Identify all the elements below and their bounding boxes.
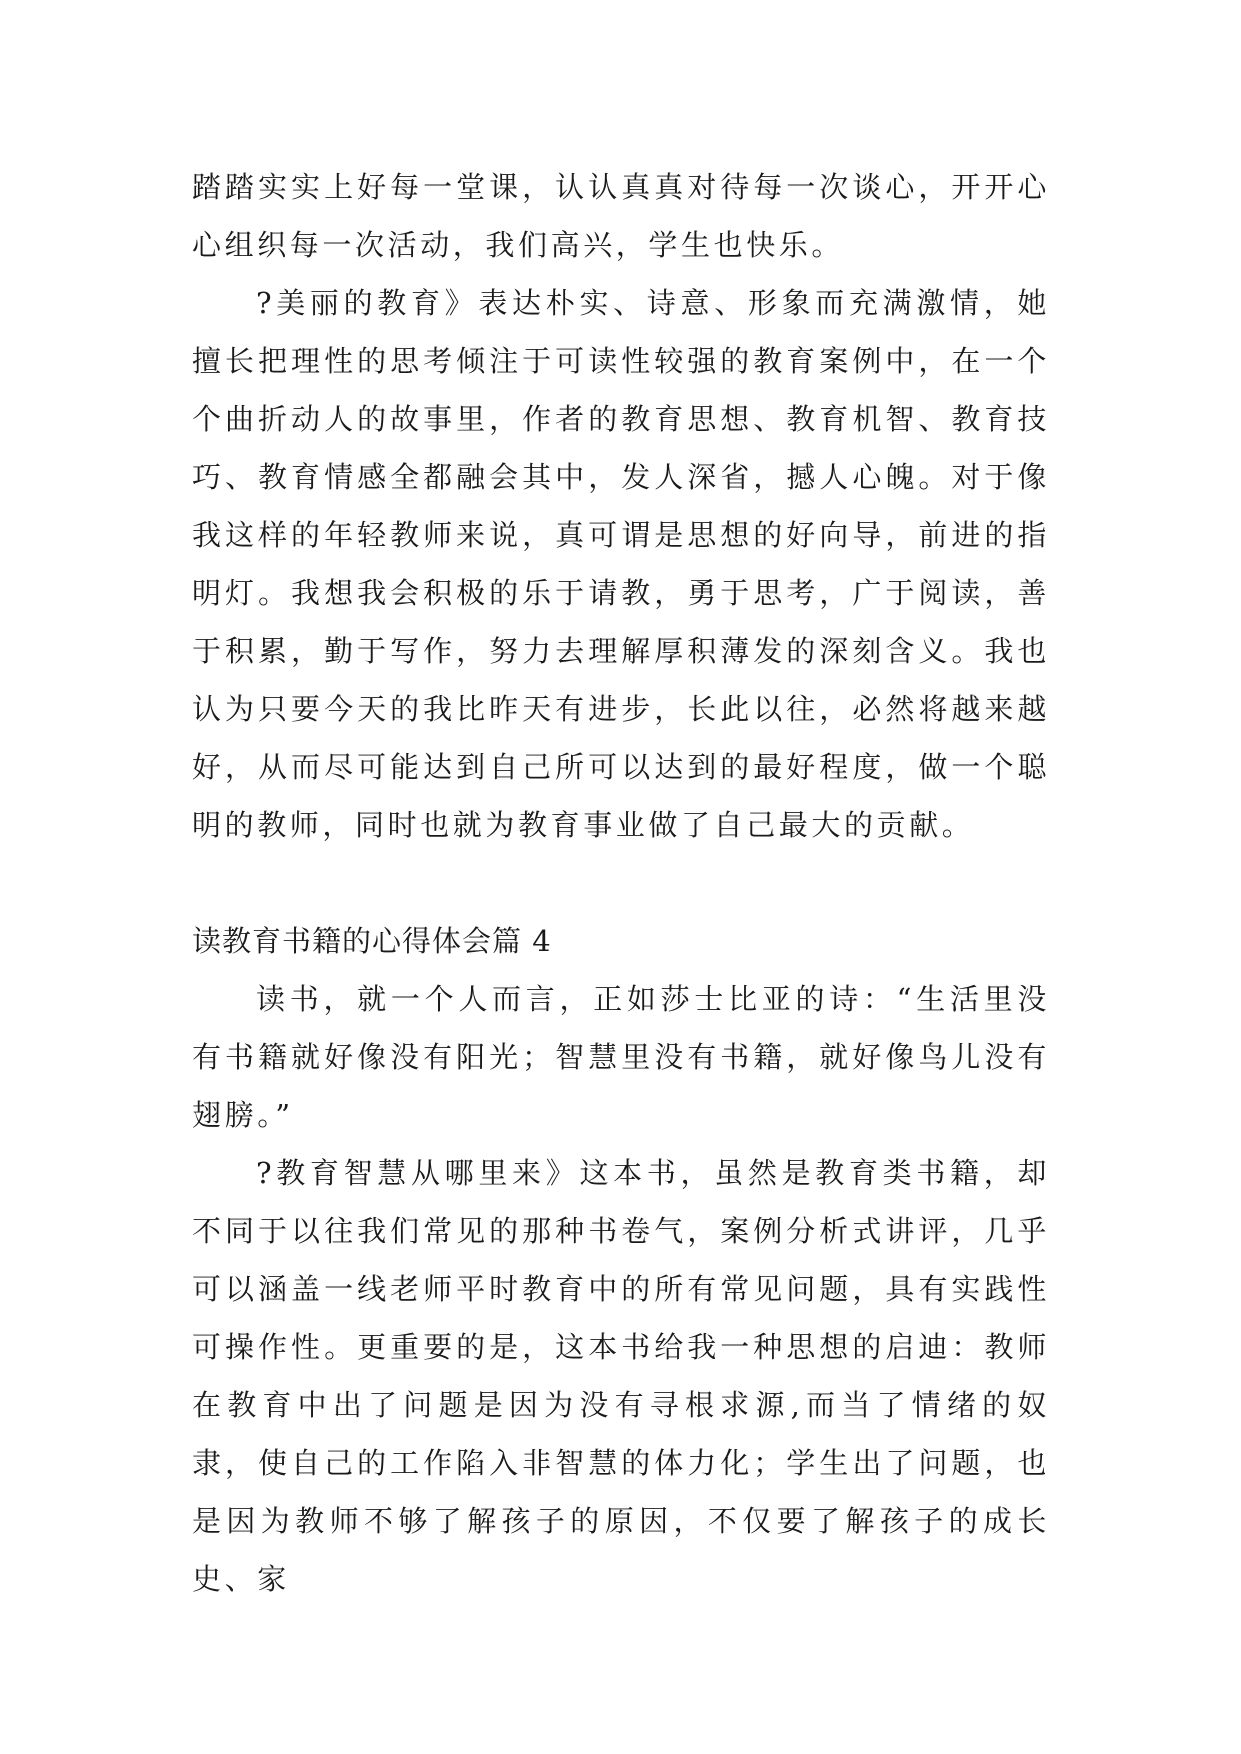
- paragraph-shakespeare-quote: 读书，就一个人而言，正如莎士比亚的诗：“生活里没有书籍就好像没有阳光；智慧里没有书籍，就好像鸟儿没有翅膀。”: [192, 982, 1050, 1132]
- section-heading: 读教育书籍的心得体会篇 4: [192, 924, 552, 958]
- paragraph-beautiful-education: ?美丽的教育》表达朴实、诗意、形象而充满激情，她擅长把理性的思考倾注于可读性较强的教育案例中，在一个个曲折动人的故事里，作者的教育思想、教育机智、教育技巧、教育情感全都融会其中，发人深省，撼人心魄。对于像我这样的年轻教师来说，真可谓是思想的好向导，前进的指明灯。我想我会积极的乐于请教，勇于思考，广于阅读，善于积累，勤于写作，努力去理解厚积薄发的深刻含义。我也认为只要今天的我比昨天有进步，长此以往，必然将越来越好，从而尽可能达到自己所可以达到的最好程度，做一个聪明的教师，同时也就为教育事业做了自己最大的贡献。: [192, 286, 1050, 842]
- paragraph-continuation: 踏踏实实上好每一堂课，认认真真对待每一次谈心，开开心心组织每一次活动，我们高兴，学生也快乐。: [192, 170, 1050, 262]
- document-body: [192, 158, 1050, 1608]
- paragraph-education-wisdom: ?教育智慧从哪里来》这本书，虽然是教育类书籍，却不同于以往我们常见的那种书卷气，案例分析式讲评，几乎可以涵盖一线老师平时教育中的所有常见问题，具有实践性可操作性。更重要的是，这本书给我一种思想的启迪：教师在教育中出了问题是因为没有寻根求源,而当了情绪的奴隶，使自己的工作陷入非智慧的体力化；学生出了问题，也是因为教师不够了解孩子的原因，不仅要了解孩子的成长史、家: [192, 1156, 1050, 1596]
